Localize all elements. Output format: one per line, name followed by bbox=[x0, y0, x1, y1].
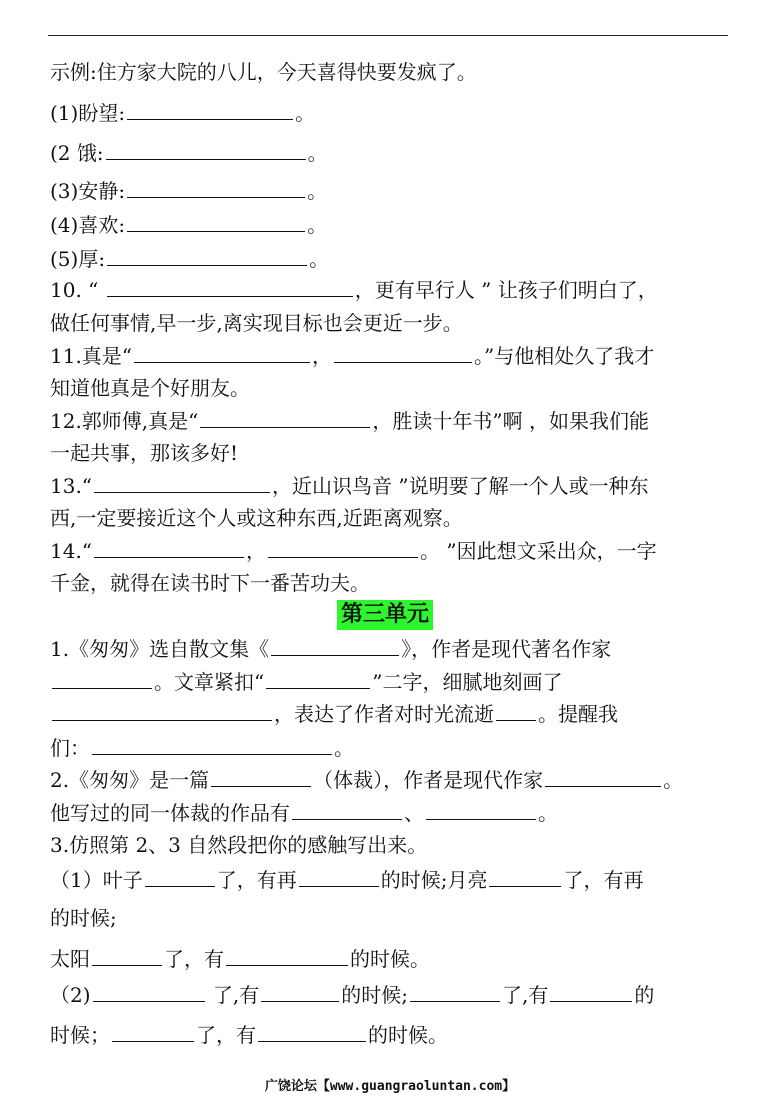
text-segment: (5)厚: bbox=[50, 247, 106, 271]
line-u1c bbox=[50, 701, 618, 726]
line-u1d bbox=[50, 735, 354, 760]
answer-blank[interactable] bbox=[545, 767, 661, 787]
answer-blank[interactable] bbox=[92, 735, 332, 755]
answer-blank[interactable] bbox=[52, 669, 152, 689]
text-segment: 。文章紧扣“ bbox=[154, 670, 265, 694]
text-segment: (1)盼望: bbox=[50, 101, 126, 125]
unit-heading: 第三单元 bbox=[337, 600, 433, 630]
line-q5 bbox=[50, 246, 329, 271]
text-segment: 一起共事，那该多好! bbox=[50, 441, 239, 465]
text-segment: 3.仿照第 2、3 自然段把你的感触写出来。 bbox=[50, 833, 428, 857]
line-i11b bbox=[50, 376, 250, 400]
answer-blank[interactable] bbox=[127, 100, 293, 120]
line-u3c bbox=[50, 946, 430, 971]
line-u2b bbox=[50, 800, 558, 825]
answer-blank[interactable] bbox=[334, 343, 472, 363]
answer-blank[interactable] bbox=[550, 982, 632, 1002]
answer-blank[interactable] bbox=[107, 277, 353, 297]
answer-blank[interactable] bbox=[112, 1022, 194, 1042]
text-segment: （体裁），作者是现代作家 bbox=[313, 768, 544, 792]
text-segment: 。 bbox=[295, 101, 316, 125]
text-segment: (2 饿: bbox=[50, 141, 104, 165]
answer-blank[interactable] bbox=[292, 800, 402, 820]
answer-blank[interactable] bbox=[226, 946, 348, 966]
answer-blank[interactable] bbox=[107, 246, 307, 266]
line-u3e bbox=[50, 1022, 448, 1047]
answer-blank[interactable] bbox=[92, 946, 162, 966]
line-q4 bbox=[50, 212, 327, 237]
text-segment: 。”与他相处久了我才 bbox=[474, 344, 655, 368]
line-i12a bbox=[50, 408, 649, 433]
line-q2 bbox=[50, 140, 328, 165]
answer-blank[interactable] bbox=[127, 212, 305, 232]
text-segment: 时候； bbox=[50, 1023, 110, 1047]
line-u1b bbox=[50, 669, 562, 694]
text-segment: 的时候; bbox=[341, 983, 408, 1007]
text-segment: 太阳 bbox=[50, 947, 90, 971]
text-segment: 12.郭师傅,真是“ bbox=[50, 409, 199, 433]
text-segment: 做任何事情,早一步,离实现目标也会更近一步。 bbox=[50, 311, 463, 335]
answer-blank[interactable] bbox=[496, 701, 536, 721]
answer-blank[interactable] bbox=[410, 982, 500, 1002]
text-segment: 10. “ bbox=[50, 278, 105, 302]
answer-blank[interactable] bbox=[258, 1022, 366, 1042]
text-segment: 了，有 bbox=[164, 947, 224, 971]
line-q1 bbox=[50, 100, 315, 125]
text-segment: 千金，就得在读书时下一番苦功夫。 bbox=[50, 571, 370, 595]
line-u3 bbox=[50, 833, 427, 857]
answer-blank[interactable] bbox=[93, 982, 205, 1002]
text-segment: 的 bbox=[634, 983, 655, 1007]
text-segment: 的时候;月亮 bbox=[380, 868, 488, 892]
text-segment: 。 bbox=[307, 141, 328, 165]
line-i14a bbox=[50, 538, 657, 563]
answer-blank[interactable] bbox=[94, 538, 244, 558]
line-i11a bbox=[50, 343, 654, 368]
text-segment: 1.《匆匆》选自散文集《 bbox=[50, 637, 270, 661]
line-i12b bbox=[50, 441, 238, 465]
answer-blank[interactable] bbox=[271, 636, 399, 656]
line-i13a bbox=[50, 473, 649, 498]
text-segment: ， bbox=[312, 344, 333, 368]
answer-blank[interactable] bbox=[127, 178, 305, 198]
text-segment: 们： bbox=[50, 736, 90, 760]
answer-blank[interactable] bbox=[489, 867, 561, 887]
line-u2a bbox=[50, 767, 683, 792]
text-segment: 》，作者是现代著名作家 bbox=[401, 637, 612, 661]
answer-blank[interactable] bbox=[299, 867, 379, 887]
text-segment: (4)喜欢: bbox=[50, 213, 126, 237]
text-segment: ，表达了作者对时光流逝 bbox=[274, 702, 494, 726]
line-i10b bbox=[50, 311, 463, 335]
text-segment: 。 bbox=[309, 247, 330, 271]
text-segment: 。 bbox=[307, 179, 328, 203]
answer-blank[interactable] bbox=[261, 982, 339, 1002]
answer-blank[interactable] bbox=[145, 867, 215, 887]
text-segment: 知道他真是个好朋友。 bbox=[50, 376, 250, 400]
answer-blank[interactable] bbox=[134, 343, 310, 363]
text-segment: 。 bbox=[334, 736, 354, 760]
answer-blank[interactable] bbox=[426, 800, 536, 820]
line-i14b bbox=[50, 571, 370, 595]
text-segment: ，胜读十年书”啊 ，如果我们能 bbox=[372, 409, 649, 433]
line-i10a bbox=[50, 277, 658, 302]
answer-blank[interactable] bbox=[268, 538, 418, 558]
text-segment: 。提醒我 bbox=[538, 702, 618, 726]
text-segment: 13.“ bbox=[50, 474, 93, 498]
text-segment: 。 ”因此想文采出众，一字 bbox=[420, 539, 657, 563]
text-segment: ，近山识鸟音 ”说明要了解一个人或一种东 bbox=[272, 474, 649, 498]
text-segment: 。 bbox=[307, 213, 328, 237]
text-segment: 示例:住方家大院的八儿，今天喜得快要发疯了。 bbox=[50, 60, 477, 84]
text-segment: 11.真是“ bbox=[50, 344, 133, 368]
text-segment: (3)安静: bbox=[50, 179, 126, 203]
line-q3 bbox=[50, 178, 327, 203]
text-segment: 了,有 bbox=[206, 983, 260, 1007]
text-segment: 的时候。 bbox=[368, 1023, 448, 1047]
text-segment: 了，有 bbox=[196, 1023, 256, 1047]
text-segment: 2.《匆匆》是一篇 bbox=[50, 768, 210, 792]
text-segment: 。 bbox=[663, 768, 684, 792]
line-u3b bbox=[50, 906, 117, 930]
top-rule bbox=[48, 35, 728, 36]
text-segment: ， bbox=[246, 539, 267, 563]
text-segment: 。 bbox=[538, 801, 558, 825]
page-footer: 广饶论坛【www.guangraoluntan.com】 bbox=[264, 1079, 516, 1094]
line-u1a bbox=[50, 636, 611, 661]
answer-blank[interactable] bbox=[200, 408, 370, 428]
text-segment: 了,有 bbox=[502, 983, 549, 1007]
text-segment: ”二字，细腻地刻画了 bbox=[372, 670, 563, 694]
text-segment: （2) bbox=[50, 983, 91, 1007]
answer-blank[interactable] bbox=[266, 669, 370, 689]
text-segment: 、 bbox=[404, 801, 424, 825]
answer-blank[interactable] bbox=[52, 701, 272, 721]
line-example bbox=[50, 60, 477, 84]
text-segment: 的时候。 bbox=[350, 947, 430, 971]
text-segment: （1）叶子 bbox=[50, 868, 143, 892]
answer-blank[interactable] bbox=[94, 473, 270, 493]
text-segment: 14.“ bbox=[50, 539, 93, 563]
text-segment: 了，有再 bbox=[563, 868, 644, 892]
text-segment: ，更有早行人 ” 让孩子们明白了， bbox=[354, 278, 658, 302]
text-segment: 他写过的同一体裁的作品有 bbox=[50, 801, 290, 825]
line-i13b bbox=[50, 506, 463, 530]
answer-blank[interactable] bbox=[211, 767, 311, 787]
line-u3d bbox=[50, 982, 654, 1007]
text-segment: 西,一定要接近这个人或这种东西,近距离观察。 bbox=[50, 506, 463, 530]
text-segment: 了，有再 bbox=[216, 868, 297, 892]
text-segment: 的时候; bbox=[50, 906, 117, 930]
answer-blank[interactable] bbox=[106, 140, 306, 160]
line-u3a bbox=[50, 867, 643, 892]
